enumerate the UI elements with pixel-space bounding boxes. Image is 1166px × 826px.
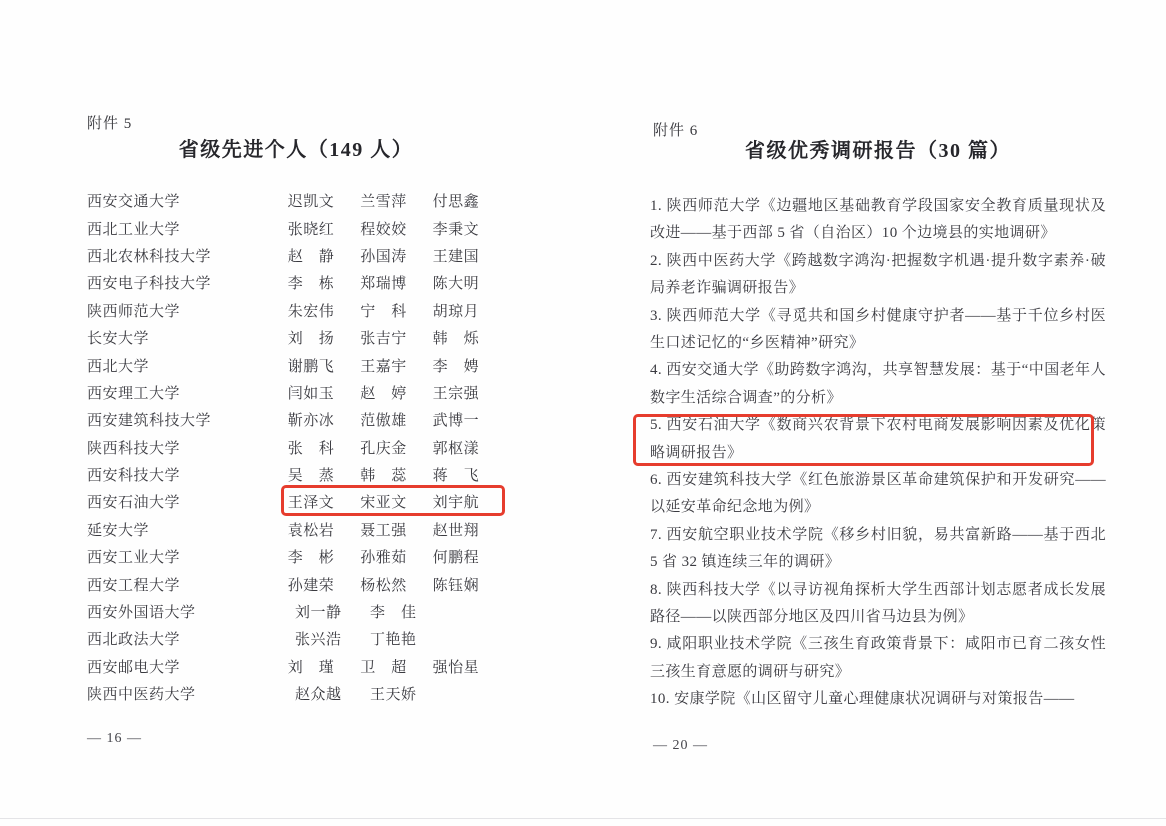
person-name: 赵世翔 <box>432 522 480 539</box>
left-page-number: — 16 — <box>87 731 142 746</box>
person-name: 王宗强 <box>432 385 480 402</box>
report-item: 1. 陕西师范大学《边疆地区基础教育学段国家安全教育质量现状及改进——基于西部 5 省（自治区）10 个边境县的实地调研》 <box>650 198 1106 242</box>
right-page-title: 省级优秀调研报告（30 篇） <box>745 140 1011 162</box>
award-row <box>87 379 505 406</box>
person-name: 胡琼月 <box>432 303 480 320</box>
award-row <box>87 488 505 515</box>
award-row <box>87 570 505 597</box>
university-name: 西安科技大学 <box>87 468 181 485</box>
person-name: 赵 静 <box>287 248 335 265</box>
person-name: 宁 科 <box>360 303 407 320</box>
award-row <box>87 625 505 652</box>
report-item: 4. 西安交通大学《助跨数字鸿沟，共享智慧发展：基于“中国老年人数字生活综合调查”的分析》 <box>650 362 1106 406</box>
person-name: 李秉文 <box>432 221 480 238</box>
person-name: 范傲雄 <box>360 413 407 430</box>
award-row <box>87 680 505 707</box>
person-name: 张晓红 <box>287 221 335 238</box>
award-row <box>87 516 505 543</box>
person-name: 孔庆金 <box>360 440 407 457</box>
person-name: 丁艳艳 <box>370 632 417 649</box>
person-name: 武博一 <box>432 413 480 430</box>
university-name: 陕西中医药大学 <box>87 687 196 704</box>
person-name: 王泽文 <box>287 495 335 512</box>
person-name: 刘宇航 <box>432 495 480 512</box>
university-name: 西安石油大学 <box>87 495 181 512</box>
person-name: 张兴浩 <box>295 632 342 649</box>
person-name: 何鹏程 <box>432 550 480 567</box>
person-name: 郑瑞博 <box>360 276 407 293</box>
person-name: 陈钰娴 <box>432 577 480 594</box>
report-item: 9. 咸阳职业技术学院《三孩生育政策背景下：咸阳市已育二孩女性三孩生育意愿的调研与研究》 <box>650 636 1106 680</box>
award-row <box>87 297 505 324</box>
award-row <box>87 598 505 625</box>
person-name: 付思鑫 <box>432 194 480 211</box>
research-reports-list <box>650 193 1106 714</box>
university-name: 西北大学 <box>87 358 150 375</box>
report-item: 10. 安康学院《山区留守儿童心理健康状况调研与对策报告—— <box>650 691 1075 708</box>
person-name: 强怡星 <box>432 659 480 676</box>
person-name: 蒋 飞 <box>432 468 480 485</box>
person-name: 杨松然 <box>360 577 407 594</box>
person-name: 程姣姣 <box>360 221 407 238</box>
report-item: 5. 西安石油大学《数商兴农背景下农村电商发展影响因素及优化策略调研报告》 <box>650 417 1106 461</box>
person-name: 谢鹏飞 <box>287 358 335 375</box>
person-name: 张吉宁 <box>360 331 407 348</box>
person-name: 陈大明 <box>432 276 480 293</box>
person-name: 王建国 <box>432 248 480 265</box>
person-name: 王嘉宇 <box>360 358 407 375</box>
university-name: 西安交通大学 <box>87 194 181 211</box>
person-name: 朱宏伟 <box>287 303 335 320</box>
university-name: 长安大学 <box>87 331 150 348</box>
person-name: 李 娉 <box>432 358 480 375</box>
award-row <box>87 461 505 488</box>
university-name: 西安外国语大学 <box>87 605 196 622</box>
university-name: 延安大学 <box>87 522 150 539</box>
person-name: 刘 瑾 <box>287 659 335 676</box>
person-name: 李 佳 <box>370 605 417 622</box>
award-row <box>87 351 505 378</box>
person-name: 靳亦冰 <box>287 413 335 430</box>
attachment-5-label: 附件 5 <box>87 116 133 132</box>
person-name: 孙雅茹 <box>360 550 407 567</box>
award-row <box>87 324 505 351</box>
person-name: 袁松岩 <box>287 522 335 539</box>
report-item: 2. 陕西中医药大学《跨越数字鸿沟·把握数字机遇·提升数字素养·破局养老诈骗调研报告》 <box>650 252 1106 297</box>
report-item: 7. 西安航空职业技术学院《移乡村旧貌，易共富新路——基于西北 5 省 32 镇连续三年的调研》 <box>650 526 1106 571</box>
award-row <box>87 543 505 570</box>
person-name: 吴 蒸 <box>287 468 335 485</box>
university-name: 西北工业大学 <box>87 221 181 238</box>
person-name: 迟凯文 <box>287 194 335 211</box>
left-page-title: 省级先进个人（149 人） <box>178 139 414 161</box>
university-name: 西北农林科技大学 <box>87 248 212 265</box>
attachment-6-label: 附件 6 <box>653 123 699 139</box>
person-name: 张 科 <box>287 440 335 457</box>
university-name: 西安理工大学 <box>87 385 181 402</box>
award-row <box>87 214 505 241</box>
report-item: 6. 西安建筑科技大学《红色旅游景区革命建筑保护和开发研究——以延安革命纪念地为例》 <box>650 471 1106 516</box>
right-page-number: — 20 — <box>653 738 708 753</box>
person-name: 孙国涛 <box>360 248 407 265</box>
award-row <box>87 187 505 214</box>
university-name: 西安邮电大学 <box>87 659 181 676</box>
person-name: 韩 蕊 <box>360 468 407 485</box>
university-name: 西安建筑科技大学 <box>87 413 212 430</box>
report-item: 3. 陕西师范大学《寻觅共和国乡村健康守护者——基于千位乡村医生口述记忆的“乡医精神”研究》 <box>650 307 1106 351</box>
person-name: 刘 扬 <box>287 331 335 348</box>
person-name: 赵 婷 <box>360 385 407 402</box>
award-row <box>87 406 505 433</box>
person-name: 卫 超 <box>360 659 407 676</box>
person-name: 孙建荣 <box>287 577 335 594</box>
university-name: 西安电子科技大学 <box>87 276 212 293</box>
person-name: 聂工强 <box>360 522 407 539</box>
award-individuals-list <box>87 187 505 707</box>
report-item: 8. 陕西科技大学《以寻访视角探析大学生西部计划志愿者成长发展路径——以陕西部分地区及四川省马边县为例》 <box>650 581 1106 625</box>
university-name: 陕西师范大学 <box>87 303 181 320</box>
person-name: 赵众越 <box>295 687 342 704</box>
person-name: 王天娇 <box>370 687 417 704</box>
university-name: 西北政法大学 <box>87 632 181 649</box>
university-name: 西安工程大学 <box>87 577 181 594</box>
person-name: 兰雪萍 <box>360 194 407 211</box>
university-name: 陕西科技大学 <box>87 440 181 457</box>
university-name: 西安工业大学 <box>87 550 181 567</box>
award-row <box>87 434 505 461</box>
person-name: 韩 烁 <box>432 331 480 348</box>
person-name: 闫如玉 <box>287 385 335 402</box>
person-name: 李 栋 <box>287 276 335 293</box>
person-name: 宋亚文 <box>360 495 407 512</box>
person-name: 刘一静 <box>295 605 342 622</box>
person-name: 李 彬 <box>287 550 335 567</box>
person-name: 郭枢漾 <box>432 440 480 457</box>
award-row <box>87 242 505 269</box>
award-row <box>87 653 505 680</box>
bottom-divider <box>0 818 1166 819</box>
award-row <box>87 269 505 296</box>
